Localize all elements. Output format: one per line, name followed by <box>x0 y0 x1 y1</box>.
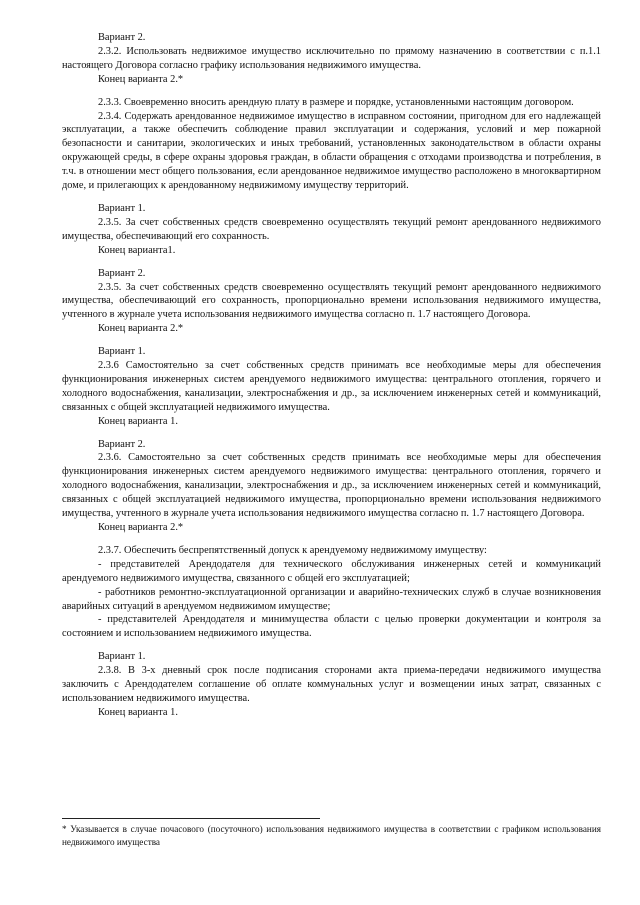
document-body <box>62 31 601 729</box>
footnote-divider <box>62 818 320 819</box>
clause-block <box>62 96 601 193</box>
variant-heading: Вариант 2. <box>98 32 146 43</box>
list-item: - работников ремонтно-эксплуатационной организации и аварийно-технических служб в случае возникновения аварийных ситуаций в арендуемом недвижимом имуществе; <box>62 586 601 612</box>
variant-end: Конец варианта 1. <box>98 706 178 718</box>
clause-2-3-2: 2.3.2. Использовать недвижимое имущество исключительно по прямому назначению в соответствии с п.1.1 настоящего Договора согласно графику использования недвижимого имущества. <box>62 45 601 71</box>
variant-end: Конец варианта 1. <box>98 415 178 427</box>
clause-2-3-4: 2.3.4. Содержать арендованное недвижимое имущество в исправном состоянии, пригодном для его надлежащей эксплуатации, а также обеспечить соблюдение правил эксплуатации и содержания, условий и мер пожарной безопасности и санитарии, экологических и иных требований, установленных законодательством в области охраны окружающей среды, в сфере охраны здоровья граждан, в области обращения с отходами производства и потребления, в т.ч. в отношении мест общего пользования, если арендованное недвижимое имущество расположено в многоквартирном доме, и прилегающих к арендованному недвижимому имуществу территорий. <box>62 110 601 192</box>
variant-end: Конец варианта 2.* <box>98 522 184 533</box>
clause-block <box>62 544 601 641</box>
clause-block <box>62 650 601 720</box>
list-item: - представителей Арендодателя и минимущества области с целью проверки документации и контроля за состоянием и использованием недвижимого имущества. <box>62 614 601 640</box>
clause-block <box>62 267 601 337</box>
list-item: - представителей Арендодателя для технического обслуживания инженерных сетей и коммуникаций арендуемого недвижимого имущества, связанного с общей его эксплуатацией; <box>62 558 601 584</box>
variant-heading: Вариант 2. <box>98 438 146 450</box>
clause-block <box>62 202 601 258</box>
clause-block <box>62 31 601 87</box>
variant-end: Конец варианта 2.* <box>98 73 184 85</box>
clause-2-3-3: 2.3.3. Своевременно вносить арендную плату в размере и порядке, установленными настоящим договором. <box>98 96 574 108</box>
clause-block <box>62 438 601 535</box>
variant-heading: Вариант 1. <box>98 202 146 214</box>
clause-2-3-6: 2.3.6. Самостоятельно за счет собственных средств принимать все необходимые меры для обеспечения функционирования инженерных систем арендуемого недвижимого имущества: центрального отопления, горячего и холодного водоснабжения, канализации, электроснабжения и др., за исключением инженерных сетей и коммуникаций, связанных с общей эксплуатацией недвижимого имущества, пропорционально времени использования недвижимого имущества, учтенного в журнале учета использования недвижимого имущества согласно п. 1.7 настоящего Договора. <box>62 452 601 520</box>
clause-2-3-6: 2.3.6 Самостоятельно за счет собственных средств принимать все необходимые меры для обеспечения функционирования инженерных систем арендуемого недвижимого имущества: центрального отопления, горячего и холодного водоснабжения, канализации, электроснабжения и др., за исключением инженерных сетей и коммуникаций, связанных с общей эксплуатацией недвижимого имущества. <box>62 360 601 413</box>
variant-end: Конец варианта 2.* <box>98 323 184 335</box>
clause-2-3-8: 2.3.8. В 3-х дневный срок после подписания сторонами акта приема-передачи недвижимого имущества заключить с Арендодателем соглашение об оплате коммунальных услуг и возмещении иных затрат, связанных с использованием недвижимого имущества. <box>62 665 601 704</box>
variant-heading: Вариант 1. <box>98 651 146 663</box>
clause-block <box>62 345 601 428</box>
footnote: * Указывается в случае почасового (посуточного) использования недвижимого имущества в соответствии с графиком использования недвижимого имущества <box>62 824 601 847</box>
clause-2-3-7: 2.3.7. Обеспечить беспрепятственный допуск к арендуемому недвижимому имуществу: <box>98 544 487 556</box>
variant-end: Конец варианта1. <box>98 244 176 256</box>
variant-heading: Вариант 2. <box>98 267 146 279</box>
clause-2-3-5: 2.3.5. За счет собственных средств своевременно осуществлять текущий ремонт арендованного недвижимого имущества, обеспечивающий его сохранность. <box>62 216 601 242</box>
variant-heading: Вариант 1. <box>98 346 146 358</box>
clause-2-3-5: 2.3.5. За счет собственных средств своевременно осуществлять текущий ремонт арендованного недвижимого имущества, обеспечивающий его сохранность, пропорционально времени использования недвижимого имущества, учтенного в журнале учета использования недвижимого имущества согласно п. 1.7 настоящего Договора. <box>62 281 601 321</box>
